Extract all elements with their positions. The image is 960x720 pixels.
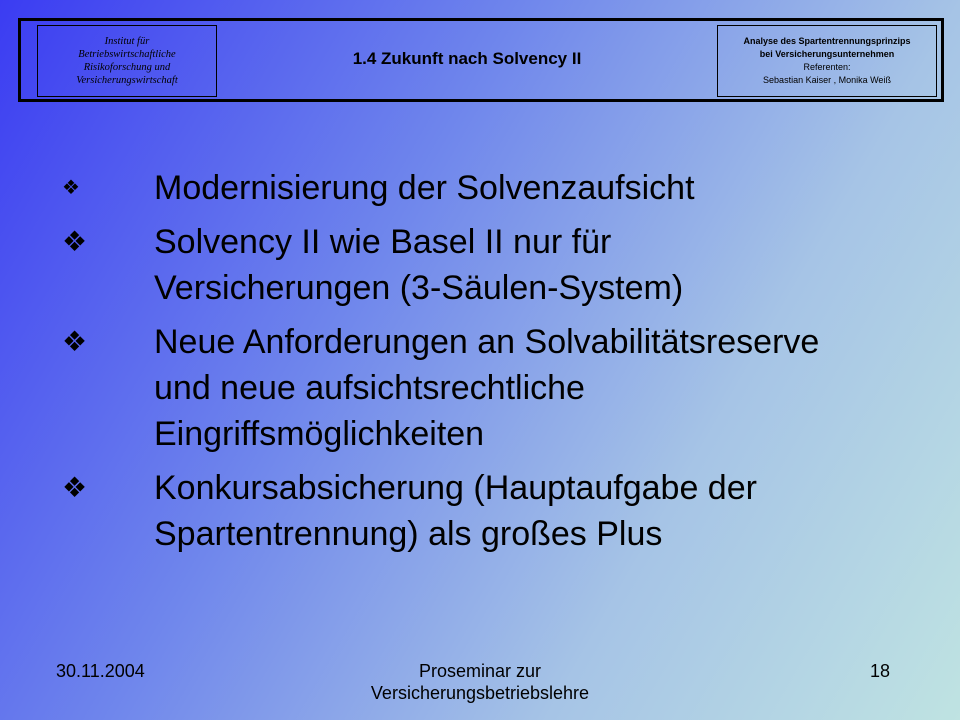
diamond-ornament-icon: ❖ [62,472,88,503]
analysis-line: Analyse des Spartentrennungsprinzips [743,36,911,46]
referents-box [717,25,937,97]
referents-label: Referenten: [803,62,851,72]
bullet-item [62,219,922,311]
bullet-list [62,165,922,565]
bullet-line: Neue Anforderungen an Solvabilitätsreserve [154,323,820,361]
bullet-text [154,319,819,457]
bullet-line: Versicherungen (3-Säulen-System) [154,269,684,307]
institute-line: Versicherungswirtschaft [76,75,178,86]
slide-title: 1.4 Zukunft nach Solvency II [352,49,582,68]
diamond-ornament-icon: ❖ [62,177,80,199]
diamond-ornament-icon: ❖ [62,326,88,357]
bullet-line: Konkursabsicherung (Hauptaufgabe der [154,469,757,507]
bullet-text [154,219,683,311]
bullet-line: Solvency II wie Basel II nur für [154,223,612,261]
diamond-ornament-icon: ❖ [62,226,88,257]
referents-names: Sebastian Kaiser , Monika Weiß [763,75,891,85]
footer-page-number: 18 [870,661,891,681]
bullet-item [62,165,922,211]
bullet-line: Spartentrennung) als großes Plus [154,515,663,553]
bullet-text [154,465,757,557]
institute-line: Risikoforschung und [83,62,171,73]
bullet-line: und neue aufsichtsrechtliche [154,369,585,407]
footer-date: 30.11.2004 [56,661,145,681]
bullet-item [62,465,922,557]
bullet-line: Modernisierung der Solvenzaufsicht [154,169,695,207]
footer-course-line: Proseminar zur [418,661,542,681]
institute-box [37,25,217,97]
bullet-item [62,319,922,457]
institute-line: Institut für [104,36,150,47]
slide-header [18,18,944,102]
analysis-line: bei Versicherungsunternehmen [759,49,895,59]
footer-course [330,660,630,704]
bullet-line: Eingriffsmöglichkeiten [154,415,485,453]
bullet-text [154,165,695,211]
institute-line: Betriebswirtschaftliche [78,49,176,60]
footer-course-line: Versicherungsbetriebslehre [370,683,590,703]
